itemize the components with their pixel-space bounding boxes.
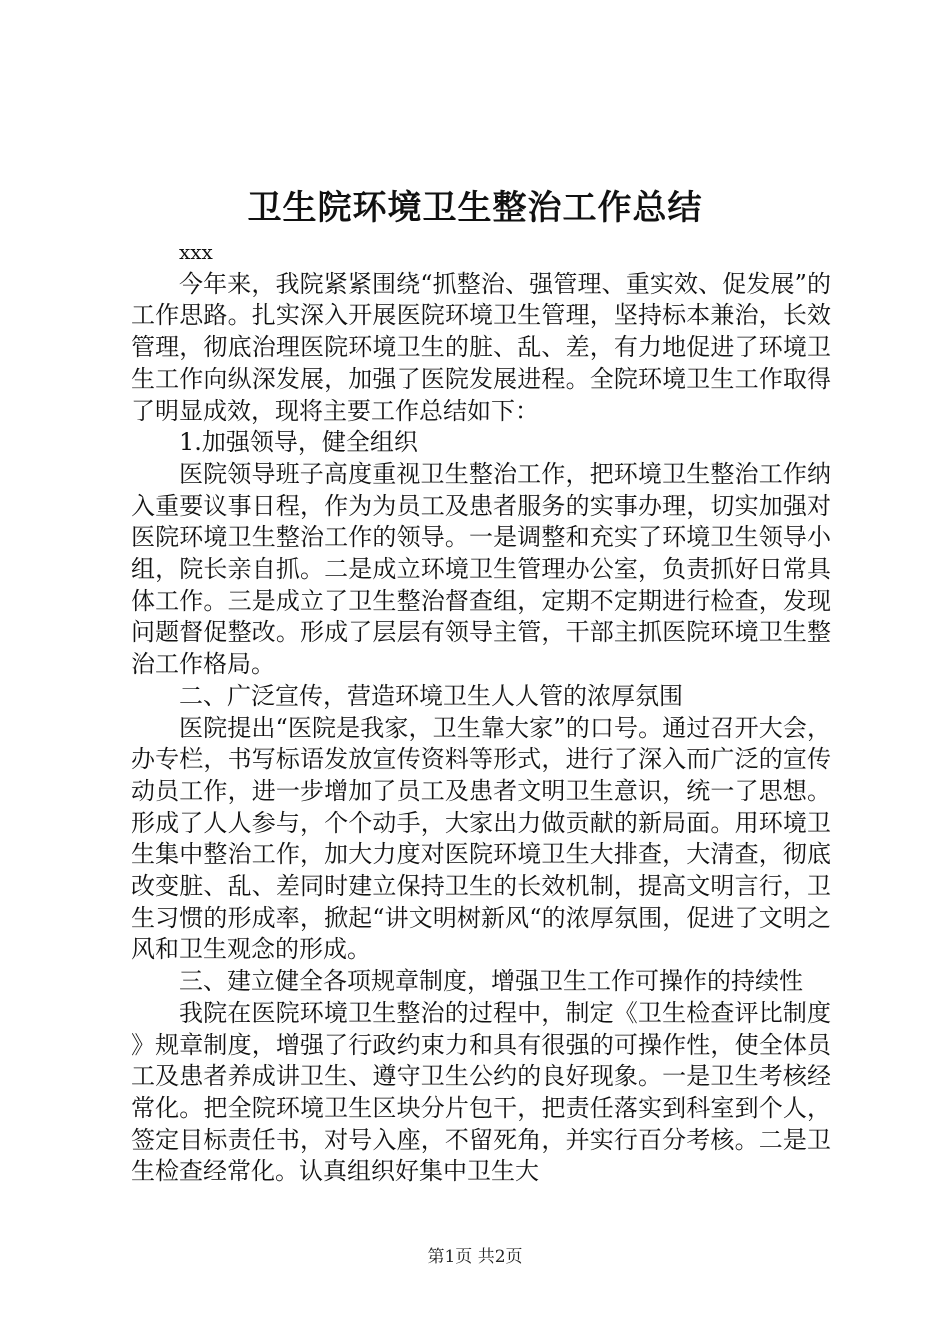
author-name: xxx <box>179 240 213 264</box>
paragraph-section-3: 我院在医院环境卫生整治的过程中，制定《卫生检查评比制度》规章制度，增强了行政约束力和具有很强的可操作性，使全体员工及患者养成讲卫生、遵守卫生公约的良好现象。一是卫生考核经常化。把全院环境卫生区块分片包干，把责任落实到科室到个人，签定目标责任书，对号入座，不留死角，并实行百分考核。二是卫生检查经常化。认真组织好集中卫生大 <box>131 998 831 1186</box>
document-title: 卫生院环境卫生整治工作总结 <box>247 188 703 228</box>
document-body <box>131 237 831 1188</box>
page-footer: 第1页 共2页 <box>427 1247 523 1267</box>
section-heading-2: 二、广泛宣传，营造环境卫生人人管的浓厚氛围 <box>179 681 683 710</box>
section-heading-3: 三、建立健全各项规章制度，增强卫生工作可操作的持续性 <box>179 967 803 996</box>
section-heading-1: 1.加强领导，健全组织 <box>179 428 418 457</box>
paragraph-section-2: 医院提出“医院是我家，卫生靠大家”的口号。通过召开大会，办专栏，书写标语发放宣传资料等形式，进行了深入而广泛的宣传动员工作，进一步增加了员工及患者文明卫生意识，统一了思想。形成了人人参与，个个动手，大家出力做贡献的新局面。用环境卫生集中整治工作，加大力度对医院环境卫生大排查，大清查，彻底改变脏、乱、差同时建立保持卫生的长效机制，提高文明言行，卫生习惯的形成率，掀起“讲文明树新风“的浓厚氛围，促进了文明之风和卫生观念的形成。 <box>131 713 831 964</box>
paragraph-section-1: 医院领导班子高度重视卫生整治工作，把环境卫生整治工作纳入重要议事日程，作为为员工及患者服务的实事办理，切实加强对医院环境卫生整治工作的领导。一是调整和充实了环境卫生领导小组，院长亲自抓。二是成立环境卫生管理办公室，负责抓好日常具体工作。三是成立了卫生整治督查组，定期不定期进行检查，发现问题督促整改。形成了层层有领导主管，干部主抓医院环境卫生整治工作格局。 <box>131 459 831 679</box>
paragraph-intro: 今年来，我院紧紧围绕“抓整治、强管理、重实效、促发展”的工作思路。扎实深入开展医院环境卫生管理，坚持标本兼治，长效管理，彻底治理医院环境卫生的脏、乱、差，有力地促进了环境卫生工作向纵深发展，加强了医院发展进程。全院环境卫生工作取得了明显成效，现将主要工作总结如下： <box>131 269 831 425</box>
